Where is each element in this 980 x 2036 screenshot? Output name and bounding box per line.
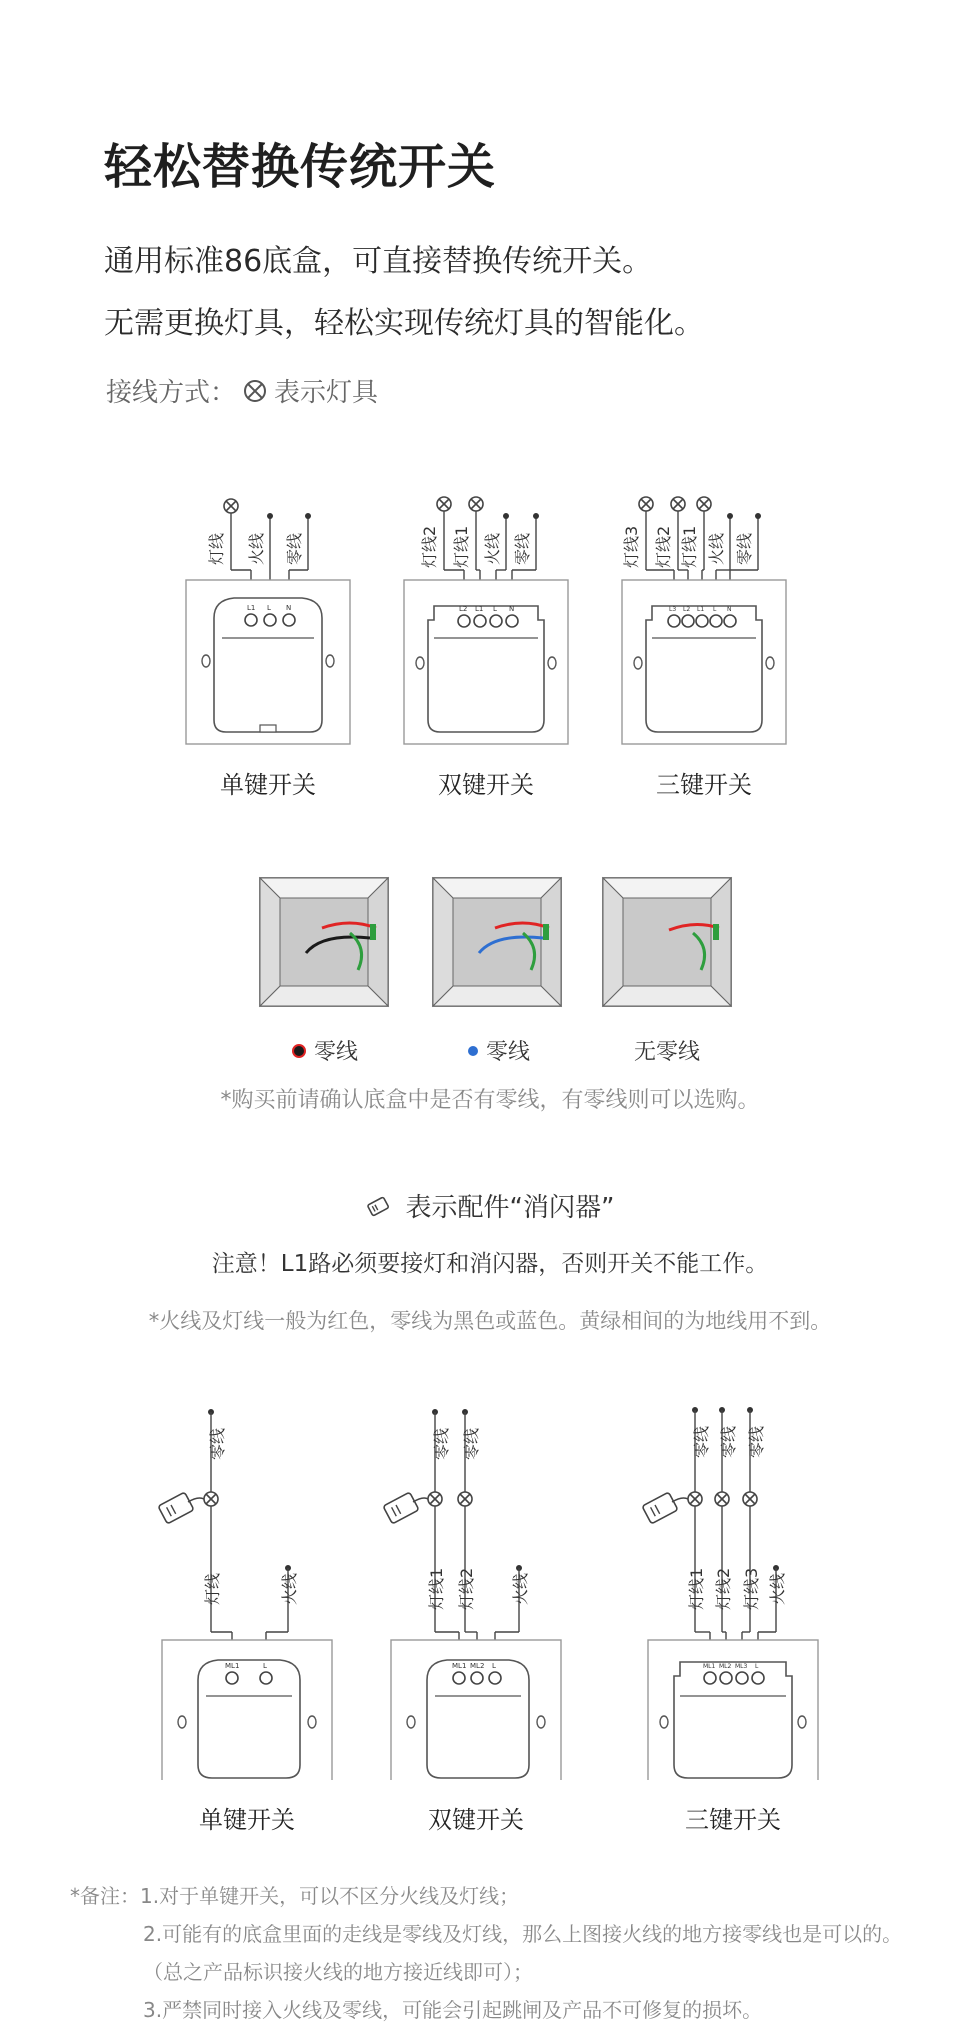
triple-lamp-icon-c <box>697 497 711 511</box>
double-bottom-lamp-wire-0: 灯线1 <box>427 1567 446 1610</box>
triple-wire-label-2: 灯线1 <box>680 525 699 568</box>
single-bottom-lamp-icon <box>204 1492 218 1506</box>
color-note: *火线及灯线一般为红色，零线为黑色或蓝色。黄绿相间的为地线用不到。 <box>148 1309 832 1333</box>
double-bottom-terminal-2: L <box>492 1662 496 1670</box>
triple-bottom-top-wire-1: 零线 <box>719 1425 738 1458</box>
wire-label-blue <box>468 1035 530 1066</box>
double-wire-label-3: 零线 <box>513 532 532 565</box>
double-terminal-2: L <box>493 605 497 613</box>
double-lamp-icon-a <box>437 497 451 511</box>
caption-single: 单键开关 <box>220 771 316 799</box>
single-bottom-top-wire-0: 零线 <box>208 1427 227 1460</box>
remark-3: （总之产品标识接火线的地方接近线即可）； <box>143 1960 533 1984</box>
caption-double: 双键开关 <box>438 771 534 799</box>
double-bottom-lamp-icon-b <box>458 1492 472 1506</box>
wire-label-black-text: 零线 <box>314 1040 359 1065</box>
attention-note: 注意！L1路必须要接灯和消闪器，否则开关不能工作。 <box>211 1251 769 1277</box>
triple-wire-label-3: 火线 <box>707 532 726 565</box>
purchase-note: *购买前请确认底盒中是否有零线，有零线则可以选购。 <box>220 1088 760 1113</box>
triple-terminal-4: N <box>727 606 732 613</box>
caption-triple-bottom: 三键开关 <box>685 1806 781 1834</box>
single-terminal-2: N <box>286 604 292 612</box>
single-bottom-terminal-0: ML1 <box>225 1662 240 1670</box>
triple-bottom-lamp-wire-2: 灯线3 <box>742 1567 761 1610</box>
triple-wire-label-1: 灯线2 <box>654 525 673 568</box>
triple-lamp-icon-a <box>639 497 653 511</box>
single-bottom-live: 火线 <box>280 1572 299 1605</box>
diagram-triple-top <box>622 497 786 744</box>
bottom-wiring-diagrams <box>0 1400 980 1780</box>
remark-2: 2.可能有的底盒里面的走线是零线及灯线，那么上图接火线的地方接零线也是可以的。 <box>143 1922 903 1946</box>
single-wire-label-1: 火线 <box>247 532 266 565</box>
double-lamp-icon-b <box>469 497 483 511</box>
triple-wire-label-4: 零线 <box>735 532 754 565</box>
lamp-icon <box>242 378 268 404</box>
single-terminal-0: L1 <box>247 604 256 612</box>
triple-terminal-1: L2 <box>683 606 691 613</box>
triple-bottom-live: 火线 <box>768 1572 787 1605</box>
double-terminal-1: L1 <box>475 605 484 613</box>
diagram-double-top <box>404 497 568 744</box>
single-bottom-suppressor-icon <box>158 1492 194 1524</box>
remark-1: *备注：1.对于单键开关，可以不区分火线及灯线； <box>70 1884 520 1908</box>
double-bottom-terminal-1: ML2 <box>470 1662 485 1670</box>
single-wire-label-0: 灯线 <box>207 532 226 565</box>
blue-dot-icon <box>468 1046 478 1056</box>
triple-bottom-lamp-wire-0: 灯线1 <box>687 1567 706 1610</box>
double-bottom-top-wire-0: 零线 <box>432 1427 451 1460</box>
triple-bottom-lamp-icon-b <box>715 1492 729 1506</box>
triple-wire-label-0: 灯线3 <box>622 525 641 568</box>
double-wire-label-1: 灯线1 <box>452 525 471 568</box>
intro-line-2: 无需更换灯具，轻松实现传统灯具的智能化。 <box>104 306 704 341</box>
triple-bottom-terminal-1: ML2 <box>719 1663 732 1670</box>
triple-bottom-lamp-icon-c <box>743 1492 757 1506</box>
accessory-legend <box>0 1187 980 1224</box>
wall-box-black <box>260 878 388 1006</box>
triple-terminal-3: L <box>713 606 717 613</box>
remark-4: 3.严禁同时接入火线及零线，可能会引起跳闸及产品不可修复的损坏。 <box>143 1998 763 2022</box>
triple-bottom-terminal-3: L <box>755 1663 759 1670</box>
double-bottom-lamp-wire-1: 灯线2 <box>457 1567 476 1610</box>
triple-bottom-lamp-wire-1: 灯线2 <box>714 1567 733 1610</box>
double-bottom-live: 火线 <box>511 1572 530 1605</box>
wall-boxes <box>0 875 980 1015</box>
black-dot-icon <box>292 1044 306 1058</box>
caption-triple: 三键开关 <box>656 771 752 799</box>
wire-label-none-text: 无零线 <box>634 1040 701 1065</box>
single-terminal-1: L <box>267 604 271 612</box>
wire-label-none <box>634 1035 700 1066</box>
diagram-single-bottom <box>158 1409 332 1780</box>
wiring-method-prefix: 接线方式： <box>106 378 237 408</box>
triple-lamp-icon-b <box>671 497 685 511</box>
double-bottom-suppressor-icon <box>383 1492 419 1524</box>
intro-line-1: 通用标准86底盒，可直接替换传统开关。 <box>104 244 653 279</box>
double-wire-label-2: 火线 <box>483 532 502 565</box>
triple-bottom-terminal-2: ML3 <box>735 1663 748 1670</box>
triple-terminal-2: L1 <box>697 606 705 613</box>
triple-bottom-top-wire-2: 零线 <box>747 1425 766 1458</box>
single-wire-label-2: 零线 <box>285 532 304 565</box>
wall-box-blue <box>433 878 561 1006</box>
triple-bottom-terminal-0: ML1 <box>703 1663 716 1670</box>
diagram-single-top <box>186 499 350 744</box>
caption-double-bottom: 双键开关 <box>428 1806 524 1834</box>
double-wire-label-0: 灯线2 <box>420 525 439 568</box>
triple-terminal-0: L3 <box>669 606 677 613</box>
page-title: 轻松替换传统开关 <box>104 139 497 195</box>
wire-label-blue-text: 零线 <box>486 1040 531 1065</box>
diagram-double-bottom <box>383 1409 561 1780</box>
double-terminal-3: N <box>509 605 515 613</box>
triple-bottom-top-wire-0: 零线 <box>692 1425 711 1458</box>
wiring-method <box>106 372 378 409</box>
double-bottom-terminal-0: ML1 <box>452 1662 467 1670</box>
accessory-legend-text: 表示配件“消闪器” <box>405 1193 615 1223</box>
single-bottom-terminal-1: L <box>263 1662 267 1670</box>
wire-label-black <box>292 1035 358 1066</box>
double-bottom-top-wire-1: 零线 <box>462 1427 481 1460</box>
flicker-suppressor-icon <box>366 1195 392 1217</box>
top-wiring-diagrams <box>0 470 980 760</box>
double-bottom-lamp-icon-a <box>428 1492 442 1506</box>
caption-single-bottom: 单键开关 <box>199 1806 295 1834</box>
diagram-triple-bottom <box>642 1407 818 1780</box>
single-bottom-lamp-wire-0: 灯线 <box>203 1572 222 1605</box>
triple-bottom-lamp-icon-a <box>688 1492 702 1506</box>
triple-bottom-suppressor-icon <box>642 1492 678 1524</box>
double-terminal-0: L2 <box>459 605 468 613</box>
wiring-method-suffix: 表示灯具 <box>274 378 379 408</box>
wall-box-no-neutral <box>603 878 731 1006</box>
single-lamp-icon <box>224 499 238 513</box>
